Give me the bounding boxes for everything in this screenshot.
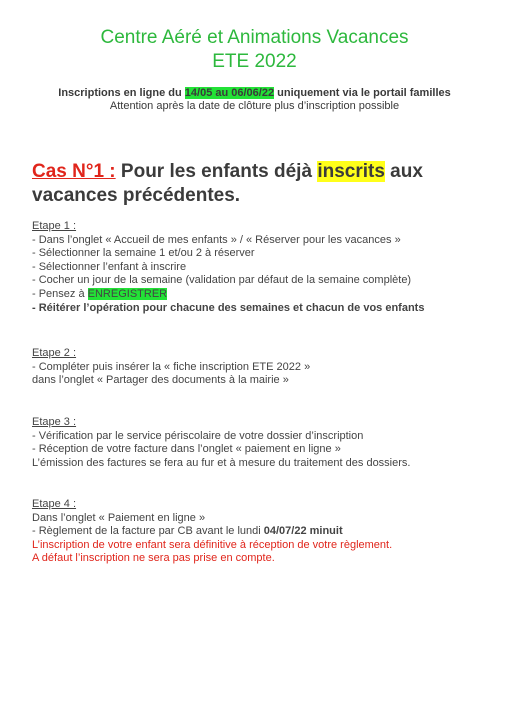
page-title: Centre Aéré et Animations Vacances — [100, 27, 409, 48]
step-1-title: Etape 1 : — [32, 220, 77, 232]
closing-notice: Attention après la date de clôture plus d’inscription possible — [109, 100, 400, 112]
step-1-repeat: - Réitérer l’opération pour chacune des semaines et chacun de vos enfants — [32, 301, 425, 314]
step-2-line: - Compléter puis insérer la « fiche inscription ETE 2022 » — [32, 360, 311, 373]
step-1-line: - Sélectionner l’enfant à inscrire — [32, 260, 187, 273]
payment-prefix: - Règlement de la facture par CB avant le lundi — [32, 525, 264, 538]
step-4-title: Etape 4 : — [32, 498, 77, 510]
save-prefix: - Pensez à — [32, 287, 88, 300]
save-highlight: ENREGISTRER — [87, 287, 168, 300]
case-text-before: Pour les enfants déjà — [115, 161, 318, 182]
step-4-line: Dans l’onglet « Paiement en ligne » — [32, 511, 206, 524]
step-2 — [32, 347, 502, 388]
step-3 — [32, 416, 502, 470]
registration-suffix: uniquement via le portail familles — [274, 87, 451, 99]
step-1-line: - Sélectionner la semaine 1 et/ou 2 à réserver — [32, 247, 255, 260]
step-1-line: - Cocher un jour de la semaine (validation par défaut de la semaine complète) — [32, 274, 412, 287]
case-line2: vacances précédentes. — [32, 185, 241, 206]
step-1-save-line — [32, 288, 502, 302]
step-4 — [32, 498, 502, 566]
warning-not-registered: A défaut l’inscription ne sera pas prise en compte. — [32, 552, 275, 565]
page-subtitle: ETE 2022 — [212, 51, 297, 72]
case-highlight: inscrits — [317, 161, 385, 182]
case-text-after: aux — [384, 161, 423, 182]
registration-period — [0, 86, 509, 100]
payment-deadline: 04/07/22 minuit — [263, 525, 343, 538]
warning-definitive: L’inscription de votre enfant sera définitive à réception de votre règlement. — [32, 538, 393, 551]
step-1-line: - Dans l’onglet « Accueil de mes enfants » / « Réserver pour les vacances » — [32, 233, 401, 246]
step-4-payment-line — [32, 525, 502, 539]
case-heading — [32, 160, 492, 208]
step-1 — [32, 220, 502, 315]
step-2-title: Etape 2 : — [32, 347, 77, 359]
case-label: Cas N°1 : — [32, 161, 116, 182]
step-3-line: - Vérification par le service périscolaire de votre dossier d’inscription — [32, 429, 364, 442]
step-2-line: dans l’onglet « Partager des documents à la mairie » — [32, 374, 289, 387]
step-3-line: - Réception de votre facture dans l’onglet « paiement en ligne » — [32, 443, 341, 456]
step-3-line: L’émission des factures se fera au fur et à mesure du traitement des dossiers. — [32, 456, 411, 469]
registration-prefix: Inscriptions en ligne du — [58, 87, 185, 99]
registration-dates: 14/05 au 06/06/22 — [184, 87, 275, 99]
step-3-title: Etape 3 : — [32, 416, 77, 428]
